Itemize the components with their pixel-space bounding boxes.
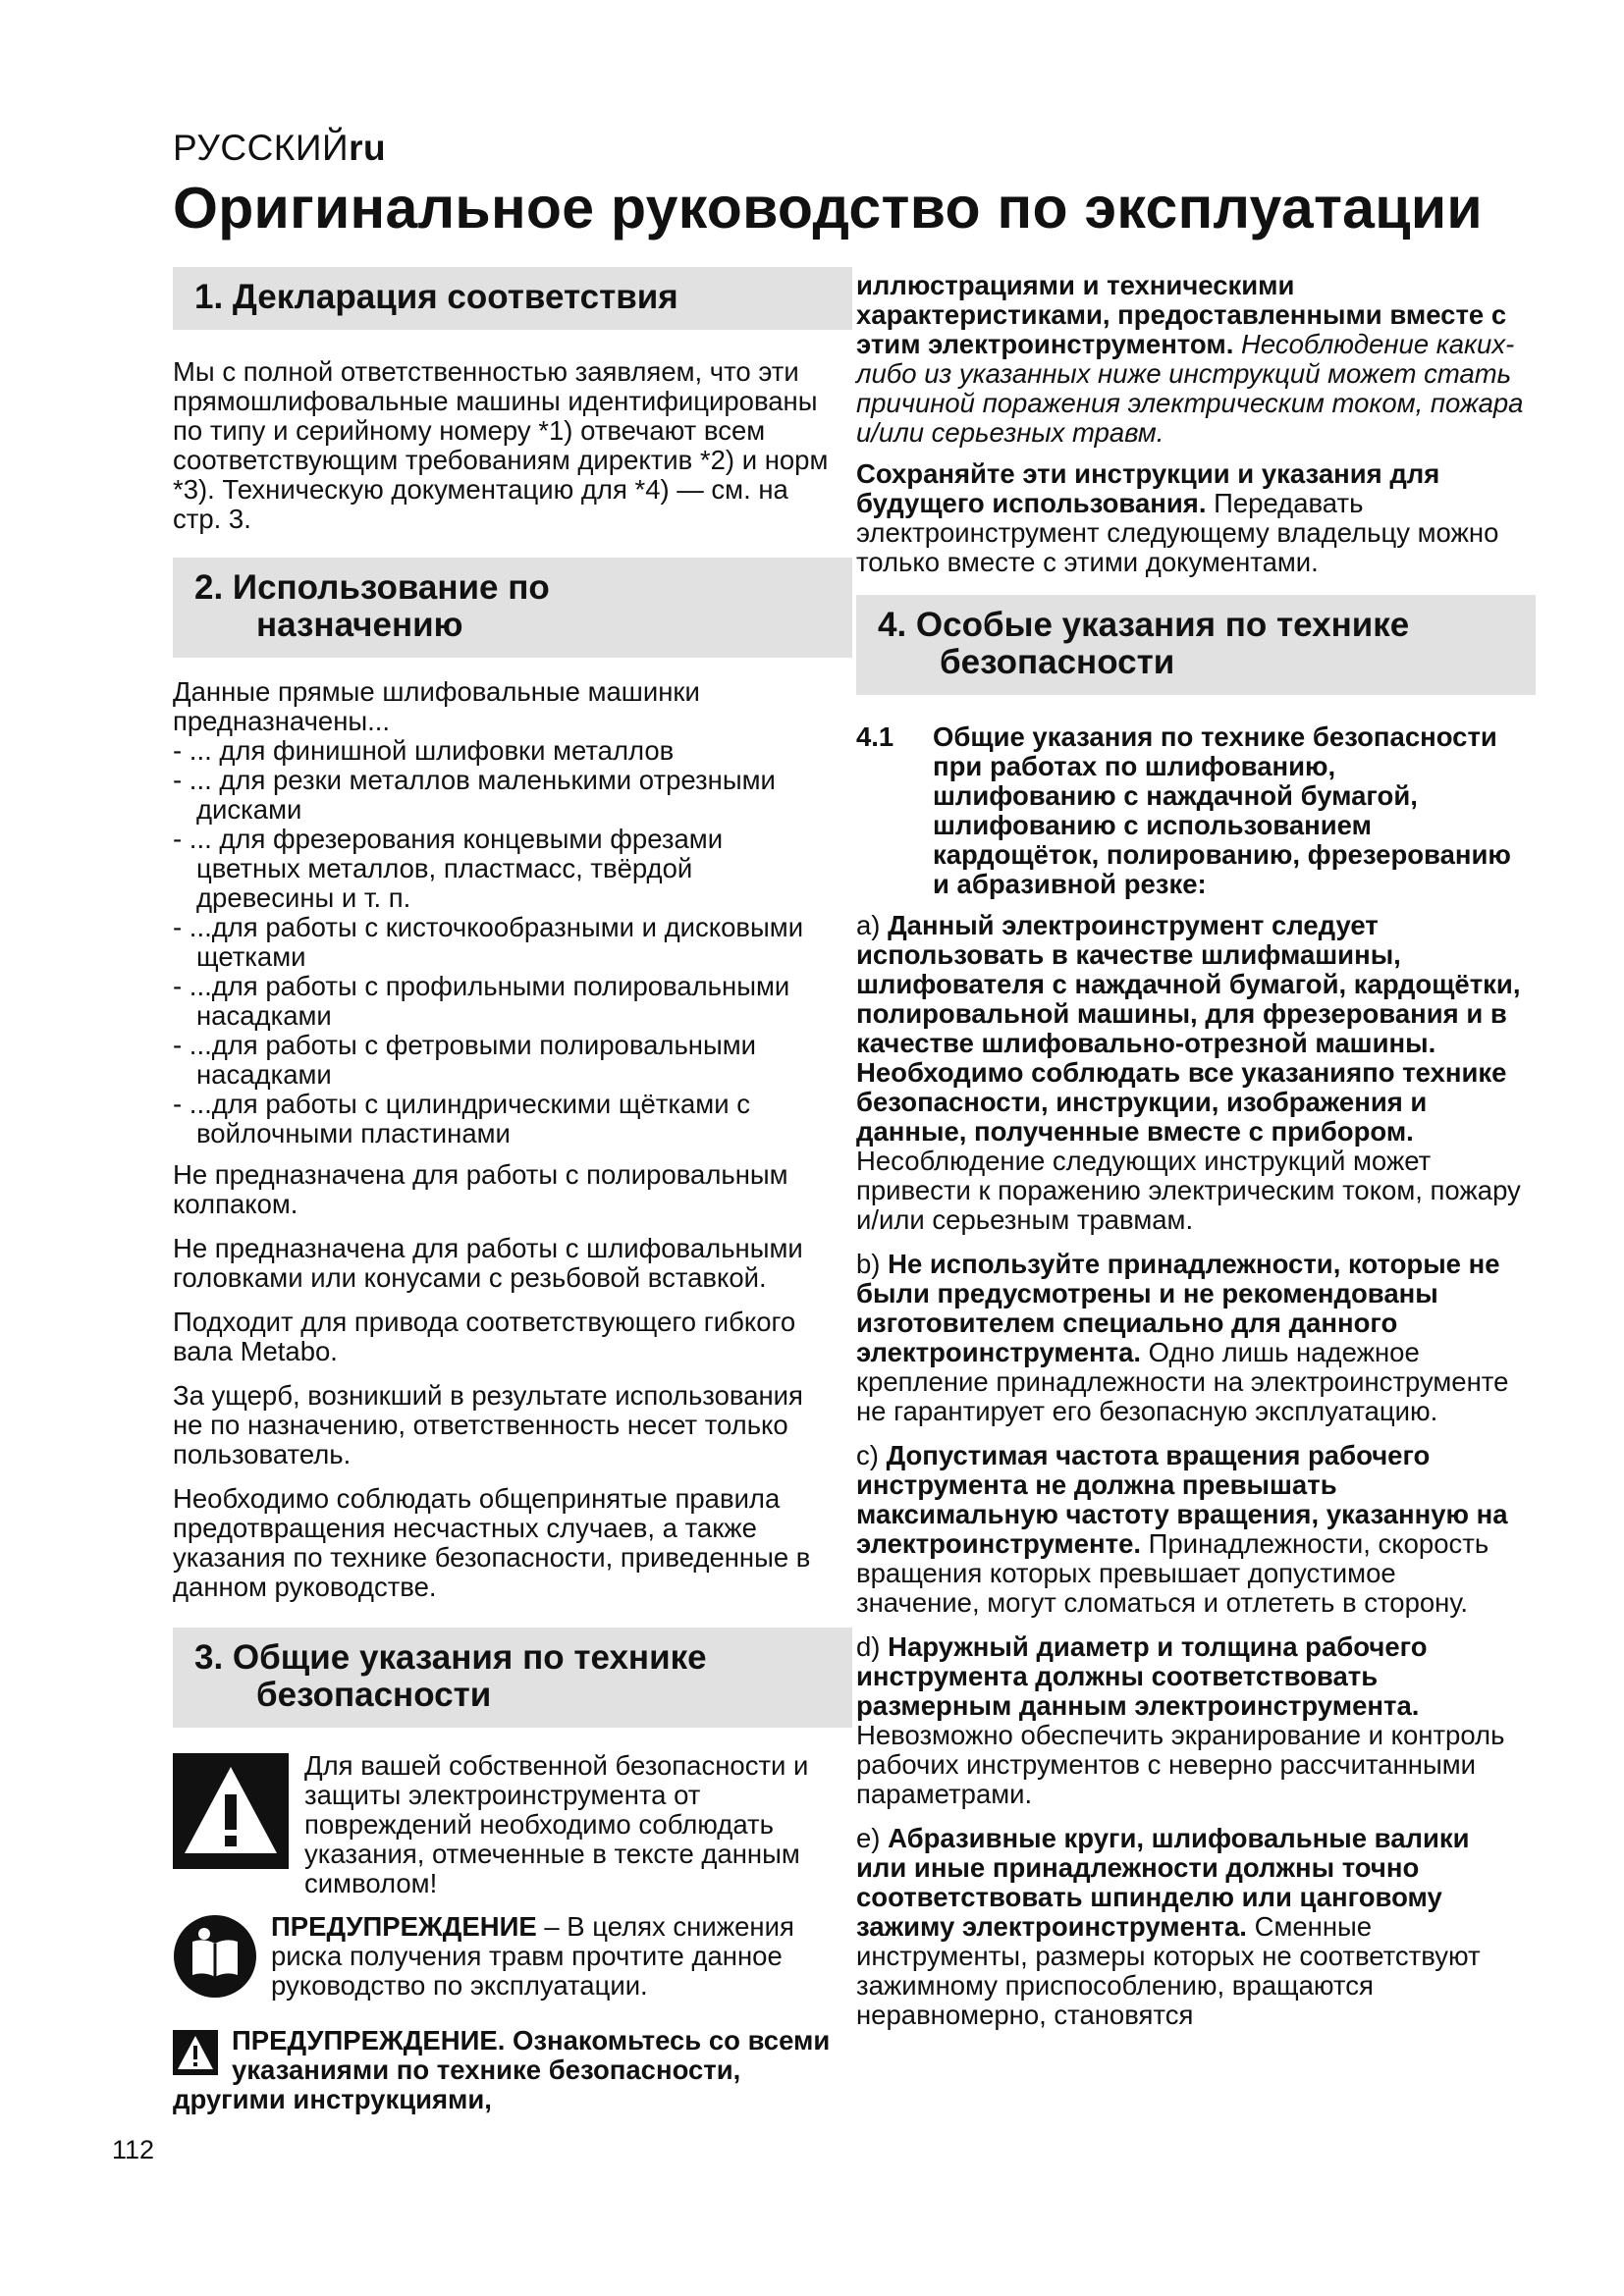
list-item: - ...для работы с кисточкообразными и дисковыми щетками [173,912,804,972]
read-manual-icon [173,1914,257,1999]
read-manual-note: ПРЕДУПРЕЖДЕНИЕ – В целях снижения риска получения травм прочтите данное руководство по эксплуатации. [173,1912,833,2002]
safety-item-b: b) Не используйте принадлежности, которые не были предусмотрены и не рекомендованы изготовителем специально для данного электроинструмента. Одно лишь надежное крепление принадлежности на электроинструменте не гарантирует его безопасную эксплуатацию. [856,1249,1509,1426]
intended-use-list [173,736,833,1148]
paragraph: иллюстрациями и техническими характеристиками, предоставленными вместе с этим электроинструментом. Несоблюдение каких-либо из указанных ниже инструкций может стать причиной поражения электрическим током, пожара и/или серьезных травм. [856,270,1524,448]
paragraph: За ущерб, возникший в результате использования не по назначению, ответственность несет только пользователь. [173,1380,803,1469]
safety-item-c: c) Допустимая частота вращения рабочего инструмента не должна превышать максимальную частоту вращения, указанную на электроинструменте. Принадлежности, скорость вращения которых превышает допустимое значение, могут сломаться и отлететь в сторону. [856,1440,1508,1618]
list-item: - ... для резки металлов маленькими отрезными дисками [173,765,776,825]
keep-instructions: Сохраняйте эти инструкции и указания для будущего использования. Передавать электроинструмент следующему владельцу можно только вместе с этими документами. [856,458,1499,577]
intended-use-intro: Данные прямые шлифовальные машинки предназначены... [173,676,700,736]
warning-triangle-icon [173,1753,289,1869]
left-column [173,267,833,2128]
page-number: 112 [112,2135,155,2164]
warning-triangle-icon [173,2030,218,2075]
language-label: РУССКИЙru [173,128,387,168]
safety-item-d: d) Наружный диаметр и толщина рабочего инструмента должны соответствовать размерным данным электроинструмента. Невозможно обеспечить экранирование и контроль рабочих инструментов с неверно рассчитанными параметрами. [856,1631,1505,1809]
paragraph: Не предназначена для работы с шлифовальными головками или конусами с резьбовой вставкой. [173,1233,803,1293]
safety-symbol-note: Для вашей собственной безопасности и защиты электроинструмента от повреждений необходимо соблюдать указания, отмеченные в тексте данным символом! [173,1751,833,1898]
section-4-heading: 4. Особые указания по технике безопасности [856,595,1536,695]
list-item: - ...для работы с цилиндрическими щётками с войлочными пластинами [173,1089,750,1148]
section-2-heading: 2. Использование по назначению [173,558,852,658]
list-item: - ...для работы с профильными полировальными насадками [173,971,790,1031]
list-item: - ... для фрезерования концевыми фрезами цветных металлов, пластмасс, твёрдой древесины и т. п. [173,824,724,913]
safety-item-a: a) Данный электроинструмент следует использовать в качестве шлифмашины, шлифователя с наждачной бумагой, кардощётки, полировальной машины, для фрезерования и в качестве шлифовально-отрезной машины. Необходимо соблюдать все указанияпо технике безопасности, инструкции, изображения и данные, полученные вместе с прибором. Несоблюдение следующих инструкций может привести к поражению электрическим током, пожару и/или серьезным травмам. [856,910,1521,1235]
paragraph: Необходимо соблюдать общепринятые правила предотвращения несчастных случаев, а также указания по технике безопасности, приведенные в данном руководстве. [173,1483,811,1602]
right-column [856,271,1524,2045]
paragraph: Подходит для привода соответствующего гибкого вала Metabo. [173,1307,796,1366]
section-1-heading: 1. Декларация соответствия [173,267,852,330]
safety-item-e: e) Абразивные круги, шлифовальные валики или иные принадлежности должны точно соответствовать шпинделю или цанговому зажиму электроинструмента. Сменные инструменты, размеры которых не соответствуют зажимному приспособлению, вращаются неравномерно, становятся [856,1823,1481,2030]
document-title: Оригинальное руководство по эксплуатации [173,176,1483,240]
declaration-text: Мы с полной ответственностью заявляем, что эти прямошлифовальные машины идентифицированы по типу и серийному номеру *1) отвечают всем соответствующим требованиям директив *2) и норм *3). Техническую документацию для *4) — см. на стр. 3. [173,356,829,534]
section-3-heading: 3. Общие указания по технике безопасности [173,1628,852,1728]
paragraph: Не предназначена для работы с полировальным колпаком. [173,1159,788,1219]
read-all-instructions-warning: ПРЕДУПРЕЖДЕНИЕ. Ознакомьтесь со всеми указаниями по технике безопасности, другими инструкциями, [173,2025,831,2114]
list-item: - ...для работы с фетровыми полировальными насадками [173,1030,757,1090]
list-item: - ... для финишной шлифовки металлов [173,735,675,766]
section-4-1-heading: 4.1 Общие указания по технике безопасности при работах по шлифованию, шлифованию с наждачной бумагой, шлифованию с использованием кардощёток, полированию, фрезерованию и абразивной резке: [856,721,1511,899]
